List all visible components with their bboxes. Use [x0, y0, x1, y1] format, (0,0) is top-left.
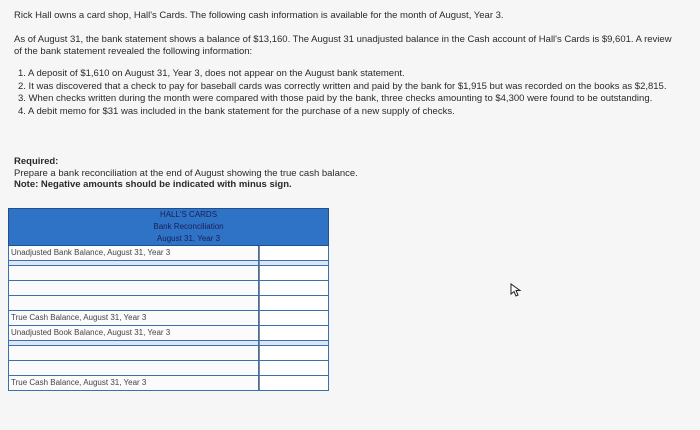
table-row	[9, 326, 329, 341]
problem-details: As of August 31, the bank statement shows a balance of $13,160. The August 31 unadjusted balance in the Cash account of Hall's Cards is $9,601. A review of the bank statement revealed the following information:	[14, 34, 672, 57]
note-text: Note: Negative amounts should be indicated with minus sign.	[14, 179, 292, 190]
amount-input[interactable]	[259, 296, 329, 310]
list-item: 1. A deposit of $1,610 on August 31, Year 3, does not appear on the August bank statement.	[18, 68, 405, 79]
mouse-cursor-icon	[510, 283, 522, 302]
amount-input[interactable]	[259, 246, 329, 260]
row-label: True Cash Balance, August 31, Year 3	[9, 311, 259, 325]
table-row	[9, 376, 329, 391]
row-label-input[interactable]	[9, 346, 259, 360]
table-row	[9, 311, 329, 326]
amount-input[interactable]	[259, 376, 329, 390]
statement-name: Bank Reconciliation	[153, 222, 224, 231]
row-label-input[interactable]	[9, 296, 259, 310]
bank-reconciliation-worksheet	[8, 208, 329, 391]
list-item: 2. It was discovered that a check to pay for baseball cards was correctly written and paid by the bank for $1,915 but was recorded on the books as $2,815.	[18, 80, 667, 92]
table-row	[9, 296, 329, 311]
amount-input[interactable]	[259, 281, 329, 295]
list-item: 4. A debit memo for $31 was included in the bank statement for the purchase of a new supply of checks.	[18, 105, 455, 117]
row-label-input[interactable]	[9, 281, 259, 295]
problem-intro: Rick Hall owns a card shop, Hall's Cards. The following cash information is available for the month of August, Year 3.	[14, 10, 504, 21]
amount-input[interactable]	[259, 346, 329, 360]
amount-input[interactable]	[259, 311, 329, 325]
spacer-cell	[259, 341, 329, 345]
amount-input[interactable]	[259, 266, 329, 280]
spacer-cell	[9, 341, 259, 345]
row-label: Unadjusted Book Balance, August 31, Year 3	[9, 326, 259, 340]
table-row	[9, 361, 329, 376]
row-label-input[interactable]	[9, 266, 259, 280]
statement-date: August 31, Year 3	[156, 234, 221, 243]
table-row	[9, 246, 329, 261]
amount-input[interactable]	[259, 361, 329, 375]
row-label: Unadjusted Bank Balance, August 31, Year 3	[9, 246, 259, 260]
list-item: 3. When checks written during the month were compared with those paid by the bank, three checks amounting to $4,300 were found to be outstanding.	[18, 93, 653, 104]
row-label: True Cash Balance, August 31, Year 3	[9, 376, 259, 390]
spacer-cell	[259, 261, 329, 265]
required-text: Prepare a bank reconciliation at the end of August showing the true cash balance.	[14, 167, 358, 179]
worksheet-header	[8, 208, 329, 246]
company-name: HALL'S CARDS	[159, 210, 218, 219]
amount-input[interactable]	[259, 326, 329, 340]
table-row	[9, 281, 329, 296]
required-label: Required:	[14, 156, 59, 167]
info-list	[14, 68, 680, 118]
spacer-cell	[9, 261, 259, 265]
table-row	[9, 346, 329, 361]
row-label-input[interactable]	[9, 361, 259, 375]
table-row	[9, 266, 329, 281]
worksheet-rows	[8, 246, 329, 391]
requirement-block	[14, 156, 358, 191]
